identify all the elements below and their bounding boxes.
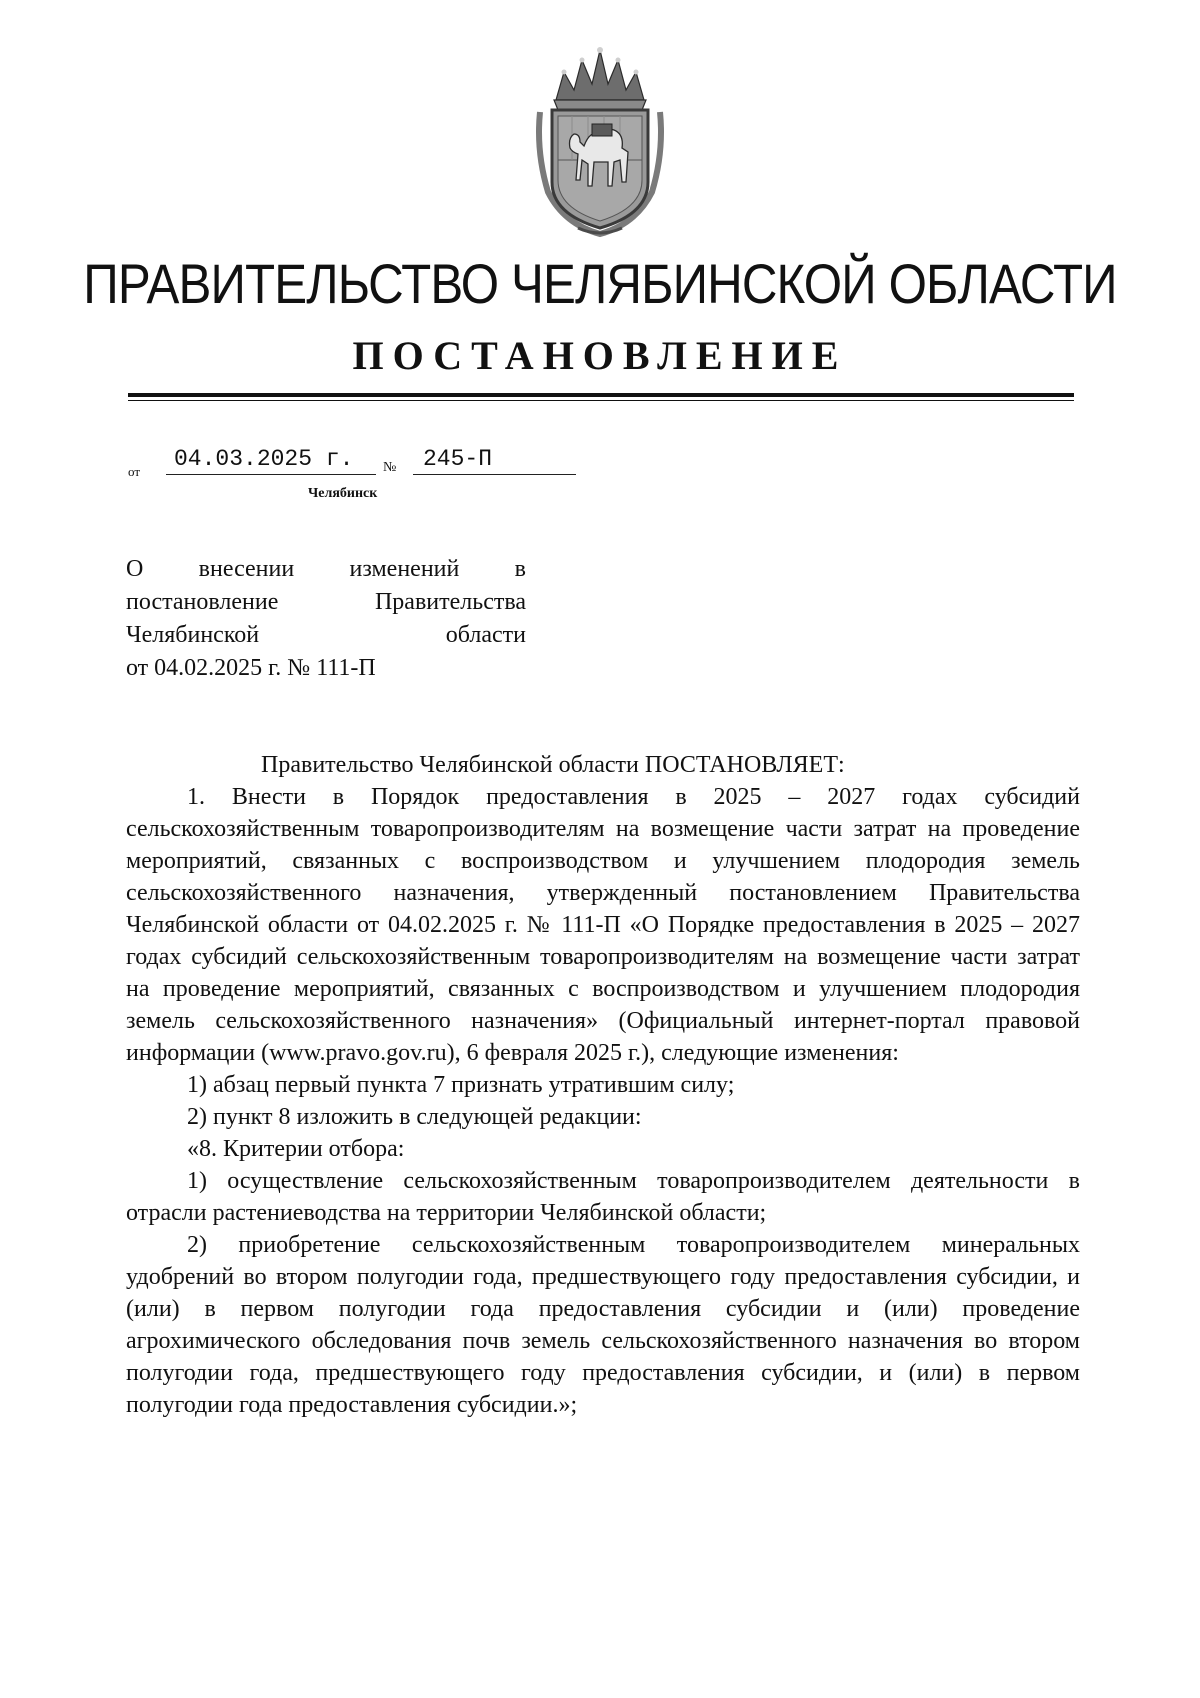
subject-line: постановление Правительства [126, 589, 526, 615]
subject-line: от 04.02.2025 г. № 111-П [126, 655, 376, 681]
body-paragraph: 2) приобретение сельскохозяйственным товаропроизводителем минеральных удобрений во втором полугодии года, предшествующего году предоставления субсидии, и (или) в первом полугодии года предоставления субсидии и (или) проведение агрохимического обследования почв земель сельскохозяйственного назначения во втором полугодии года, предшествующего году предоставления субсидии, и (или) в первом полугодии года предоставления субсидии.»; [126, 1232, 1080, 1418]
document-number: 245-П [413, 444, 576, 475]
document-city: Челябинск [308, 486, 378, 501]
body-paragraph: 1) осуществление сельскохозяйственным товаропроизводителем деятельности в отрасли растениеводства на территории Челябинской области; [126, 1168, 1080, 1226]
document-date: 04.03.2025 г. [166, 444, 376, 475]
chelyabinsk-coat-of-arms-icon [534, 42, 666, 238]
date-prefix: от [128, 464, 141, 479]
government-title: ПРАВИТЕЛЬСТВО ЧЕЛЯБИНСКОЙ ОБЛАСТИ [83, 252, 1117, 315]
subject-line: Челябинской области [126, 622, 526, 648]
subject-line: О внесении изменений в [126, 556, 526, 582]
body-paragraph: 1. Внести в Порядок предоставления в 2025 – 2027 годах субсидий сельскохозяйственным товаропроизводителям на возмещение части затрат на проведение мероприятий, связанных с воспроизводством и улучшением плодородия земель сельскохозяйственного назначения, утвержденный постановлением Правительства Челябинской области от 04.02.2025 г. № 111-П «О Порядке предоставления в 2025 – 2027 годах субсидий сельскохозяйственным товаропроизводителям на возмещение части затрат на проведение мероприятий, связанных с воспроизводством и улучшением плодородия земель сельскохозяйственного назначения» (Официальный интернет-портал правовой информации (www.pravo.gov.ru), 6 февраля 2025 г.), следующие изменения: [126, 784, 1080, 1066]
document-details [126, 444, 586, 484]
header-rule-thin [128, 400, 1074, 401]
document-type: ПОСТАНОВЛЕНИЕ [352, 333, 848, 378]
document-subject [126, 553, 526, 685]
preamble: Правительство Челябинской области ПОСТАНОВЛЯЕТ: [261, 752, 845, 778]
header-rule-thick [128, 393, 1074, 397]
document-body [126, 749, 1080, 1421]
number-sign: № [383, 460, 397, 475]
body-paragraph: 1) абзац первый пункта 7 признать утратившим силу; [187, 1072, 735, 1098]
body-paragraph: «8. Критерии отбора: [187, 1136, 405, 1162]
body-paragraph: 2) пункт 8 изложить в следующей редакции: [187, 1104, 642, 1130]
